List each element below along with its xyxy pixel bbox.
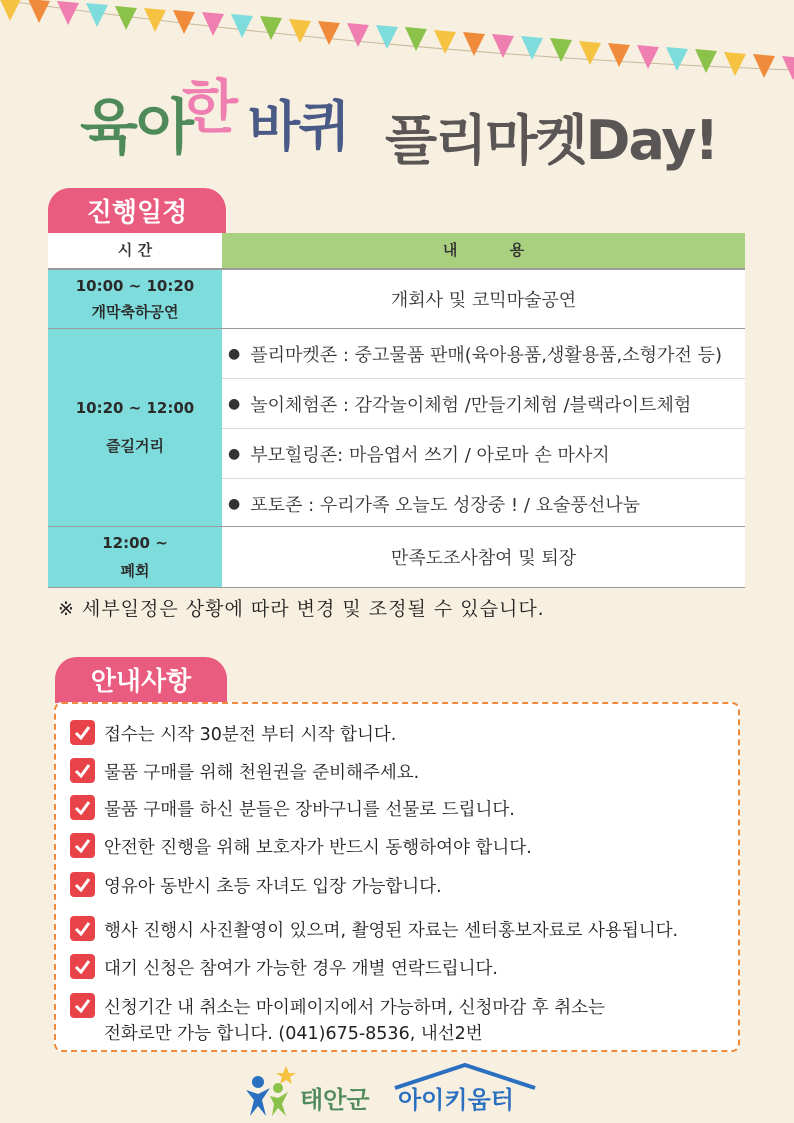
time-range: 10:00 ~ 10:20 [75, 276, 195, 295]
notice-item-text: 영유아 동반시 초등 자녀도 입장 가능합니다. [104, 877, 442, 897]
bunting-flag [0, 0, 21, 21]
content-cell [222, 270, 745, 328]
bunting-flag [28, 0, 50, 23]
checkbox-icon [70, 954, 95, 979]
bunting-flag [57, 1, 79, 25]
schedule-note: ※ 세부일정은 상황에 따라 변경 및 조정될 수 있습니다. [58, 598, 545, 620]
time-range: 10:20 ~ 12:00 [75, 399, 195, 417]
bunting-flag [782, 56, 794, 80]
bullet-icon: ● [228, 495, 241, 512]
table-row [48, 527, 745, 588]
header-content: 내 용 [222, 233, 745, 268]
list-item [222, 429, 745, 479]
list-item-text: 부모힐링존: 마음엽서 쓰기 / 아로마 손 마사지 [250, 444, 610, 466]
checkbox-icon [70, 795, 95, 820]
kids-logo-icon [240, 1060, 300, 1120]
checkbox-icon [70, 758, 95, 783]
notice-tab: 안내사항 [55, 657, 227, 703]
time-cell [48, 270, 222, 328]
header-time: 시 간 [48, 233, 222, 268]
schedule-tab: 진행일정 [48, 188, 226, 234]
list-item-text: 놀이체험존 : 감각놀이체험 /만들기체험 /블랙라이트체험 [250, 394, 692, 416]
notice-item-text: 신청기간 내 취소는 마이페이지에서 가능하며, 신청마감 후 취소는 [104, 998, 605, 1018]
bullet-icon: ● [228, 395, 241, 412]
time-range: 12:00 ~ [102, 533, 168, 552]
table-row [48, 270, 745, 329]
bunting-flag [289, 19, 311, 43]
list-item [222, 329, 745, 379]
bunting-flag [202, 12, 224, 36]
time-label: 폐회 [120, 561, 150, 580]
title-part-3: 바퀴 [248, 95, 349, 158]
bullet-icon: ● [228, 445, 241, 462]
checkbox-icon [70, 993, 95, 1018]
notice-item-text: 전화로만 가능 합니다. (041)675-8536, 내선2번 [104, 1024, 483, 1044]
notice-item-text: 물품 구매를 위해 천원권을 준비해주세요. [104, 763, 420, 783]
bunting-flag [86, 3, 108, 27]
title-part-2: 한 [182, 73, 239, 141]
notice-item-text: 안전한 진행을 위해 보호자가 반드시 동행하여야 합니다. [104, 838, 532, 858]
list-item-text: 포토존 : 우리가족 오늘도 성장중 ! / 요술풍선나눔 [250, 494, 640, 516]
notice-box [54, 702, 740, 1052]
content-text: 개회사 및 코믹마술공연 [390, 290, 577, 311]
notice-item-text: 접수는 시작 30분전 부터 시작 합니다. [104, 725, 397, 745]
bunting-flag [434, 30, 456, 54]
bunting-flag [144, 8, 166, 32]
bunting-flag [115, 6, 137, 30]
time-label: 개막축하공연 [91, 302, 179, 321]
bunting-flag [376, 25, 398, 49]
notice-item-text: 행사 진행시 사진촬영이 있으며, 촬영된 자료는 센터홍보자료로 사용됩니다. [104, 921, 679, 941]
title-part-4: 플리마켓Day! [385, 109, 718, 172]
list-item [222, 379, 745, 429]
content-cell [222, 527, 745, 587]
bunting-flag [347, 23, 369, 47]
checkbox-icon [70, 720, 95, 745]
time-cell [48, 329, 222, 526]
bunting-flag [318, 21, 340, 45]
brand-name-1: 태안군 [300, 1086, 370, 1114]
notice-item-text: 물품 구매를 하신 분들은 장바구니를 선물로 드립니다. [104, 800, 515, 820]
checkbox-icon [70, 916, 95, 941]
list-item-text: 플리마켓존 : 중고물품 판매(육아용품,생활용품,소형가전 등) [250, 344, 722, 366]
time-label: 즐길거리 [106, 437, 164, 455]
list-item [222, 479, 745, 528]
checkbox-icon [70, 833, 95, 858]
table-header [48, 233, 745, 270]
content-cell [222, 329, 745, 526]
bullet-icon: ● [228, 345, 241, 362]
checkbox-icon [70, 872, 95, 897]
schedule-table [48, 233, 745, 588]
bunting-flag [231, 14, 253, 38]
time-cell [48, 527, 222, 587]
content-text: 만족도조사참여 및 퇴장 [390, 548, 577, 569]
notice-item-text: 대기 신청은 참여가 가능한 경우 개별 연락드립니다. [104, 959, 498, 979]
bunting-flag [260, 16, 282, 40]
footer-logo [240, 1060, 560, 1120]
event-title [60, 58, 760, 178]
brand-name-2: 아이키움터 [398, 1086, 514, 1114]
table-row [48, 329, 745, 527]
title-part-1: 육아 [80, 93, 192, 163]
